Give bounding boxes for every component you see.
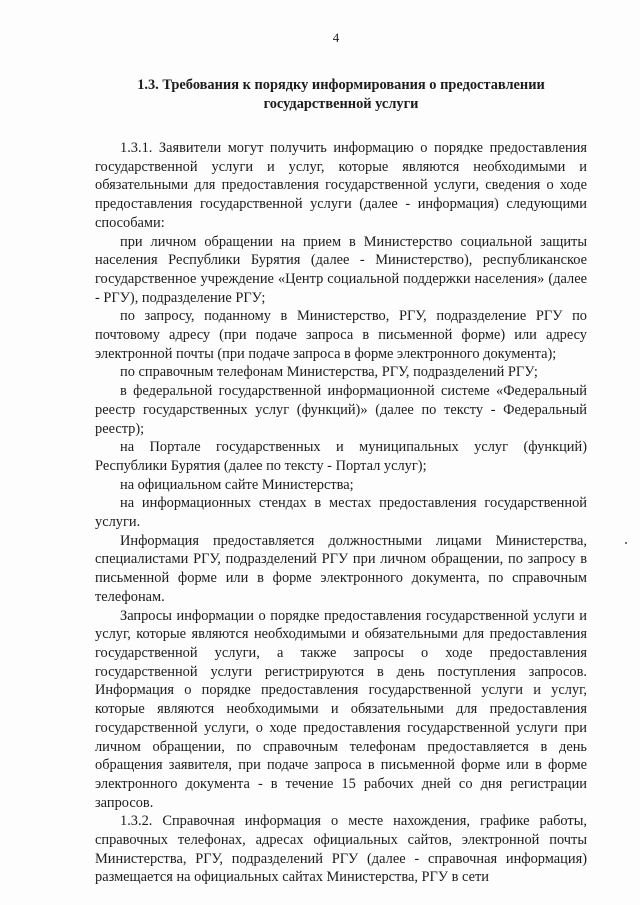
paragraph-phone-inquiry: по справочным телефонам Министерства, РГУ, подразделений РГУ; — [120, 364, 538, 381]
scan-speck — [625, 542, 627, 544]
paragraph-personal-visit: при личном обращении на прием в Министерство социальной защиты населения Республики Бурятия (далее - Министерство), республиканское государственное учреждение «Центр социальной поддержки населения» (далее - РГУ), подразделение РГУ; — [95, 233, 587, 306]
section-heading — [95, 76, 587, 114]
paragraph-1-3-2-reference-info: 1.3.2. Справочная информация о месте нахождения, графике работы, справочных телефонах, адресах официальных сайтов, электронной почты Министерства, РГУ, подразделений РГУ (далее - справочная информация) размещается на официальных сайтах Министерства, РГУ в сети — [95, 813, 587, 886]
paragraph-services-portal: на Портале государственных и муниципальных услуг (функций) Республики Бурятия (далее по тексту - Портал услуг); — [95, 439, 587, 474]
paragraph-request-registration: Запросы информации о порядке предоставления государственной услуги и услуг, которые являются необходимыми и обязательными для предоставления государственной услуги, а также запросы о ходе предоставления государственной услуги регистрируются в день поступления запросов. Информация о порядке предоставления государственной услуги и услуг, которые являются необходимыми и обязательными для предоставления государственной услуги, о ходе предоставления государственной услуги при личном обращении, по справочным телефонам предоставляется в день обращения заявителя, при подаче запроса в письменной форме или в форме электронного документа - в течение 15 рабочих дней со дня регистрации запросов. — [95, 607, 587, 811]
paragraph-federal-registry: в федеральной государственной информационной системе «Федеральный реестр государственных услуг (функций)» (далее по тексту - Федеральный реестр); — [95, 383, 587, 437]
paragraph-1-3-1-intro: 1.3.1. Заявители могут получить информацию о порядке предоставления государственной услуги и услуг, которые являются необходимыми и обязательными для предоставления государственной услуги, сведения о ходе предоставления государственной услуги (далее - информация) следующими способами: — [95, 140, 587, 231]
section-heading-line-1: 1.3. Требования к порядку информирования о предоставлении — [137, 77, 545, 93]
section-heading-line-2: государственной услуги — [263, 96, 419, 112]
page-number: 4 — [332, 30, 340, 45]
paragraph-official-site: на официальном сайте Министерства; — [120, 476, 354, 493]
paragraph-info-providers: Информация предоставляется должностными лицами Министерства, специалистами РГУ, подразделений РГУ при личном обращении, по запросу в письменной форме или в форме электронного документа, по справочным телефонам. — [95, 532, 587, 605]
paragraph-postal-email-request: по запросу, поданному в Министерство, РГУ, подразделение РГУ по почтовому адресу (при подаче запроса в письменной форме) или адресу электронной почты (при подаче запроса в форме электронного документа); — [95, 308, 587, 362]
paragraph-info-stands: на информационных стендах в местах предоставления государственной услуги. — [95, 495, 587, 531]
document-body — [95, 76, 587, 887]
